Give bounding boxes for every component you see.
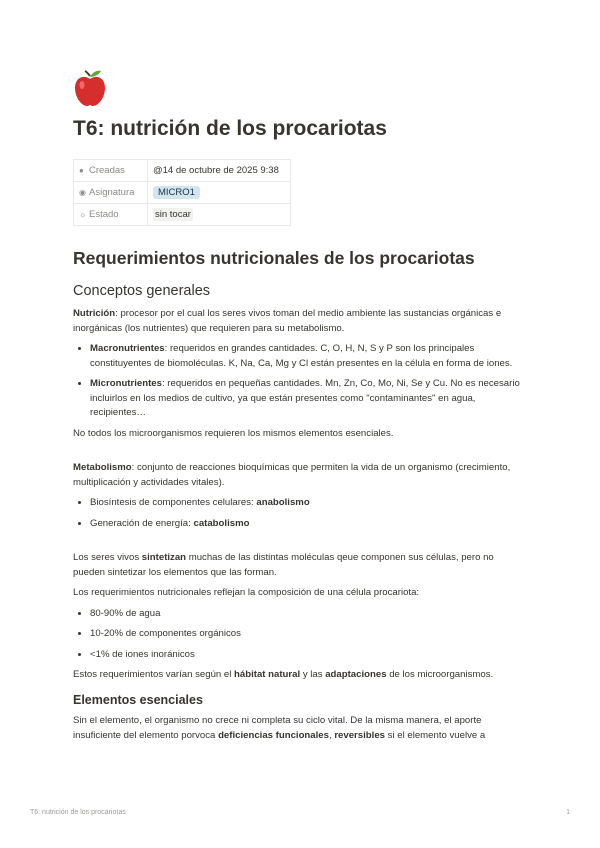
subject-tag[interactable]: MICRO1	[153, 186, 200, 199]
status-icon: ☼	[79, 210, 87, 220]
paragraph-metabolismo: Metabolismo: conjunto de reacciones bioquímicas que permiten la vida de un organismo (crecimiento, multiplicación y actividades vitales).	[73, 462, 511, 488]
page-title: T6: nutrición de los procariotas	[73, 117, 387, 140]
nutrient-list	[73, 342, 528, 421]
properties-table	[73, 159, 291, 226]
list-item: • Micronutrientes: requeridos en pequeñas cantidades. Mn, Zn, Co, Mo, Ni, Se y Cu. No es necesario incluirlos en los medios de cultivo, ya que están presentes como "contaminantes" en agua, recipientes…	[90, 377, 528, 421]
paragraph-no-todos: No todos los microorganismos requieren los mismos elementos esenciales.	[73, 427, 394, 439]
page-number: 1	[566, 809, 570, 816]
paragraph-reflejan: Los requerimientos nutricionales reflejan la composición de una célula procariota:	[73, 587, 420, 599]
property-row-status	[74, 204, 291, 226]
page-content	[73, 68, 528, 749]
property-label: Estado	[89, 209, 119, 221]
subsubsection-heading: Elementos esenciales	[73, 692, 203, 707]
composition-list	[73, 607, 528, 663]
list-item: • Biosíntesis de componentes celulares: anabolismo	[90, 496, 528, 511]
list-item: • 80-90% de agua	[90, 607, 528, 622]
section-heading: Requerimientos nutricionales de los procariotas	[73, 248, 475, 269]
status-badge[interactable]: sin tocar	[155, 209, 191, 221]
paragraph-nutricion: Nutrición: procesor por el cual los seres vivos toman del medio ambiente las sustancias orgánicas e inorgánicas (los nutrientes) que requieren para su metabolismo.	[73, 308, 502, 334]
list-item: • 10-20% de componentes orgánicos	[90, 627, 528, 642]
paragraph-varian: Estos requerimientos varían según el hábitat natural y las adaptaciones de los microorganismos.	[73, 669, 494, 681]
property-row-subject	[74, 182, 291, 204]
property-label: Asignatura	[89, 187, 135, 199]
apple-icon	[73, 68, 107, 108]
paragraph-sintetizan: Los seres vivos sintetizan muchas de las distintas moléculas qeue componen sus células, pero no pueden sintetizar los elementos que las forman.	[73, 552, 494, 578]
list-item: • <1% de iones inoránicos	[90, 648, 528, 663]
property-label: Creadas	[89, 165, 125, 177]
select-icon: ◉	[79, 188, 86, 198]
metabolism-list	[73, 496, 528, 531]
page-footer	[30, 809, 570, 816]
clock-icon: ●	[79, 166, 84, 176]
paragraph-sin-elemento: Sin el elemento, el organismo no crece ni completa su ciclo vital. De la misma manera, el aporte insuficiente del elemento porvoca deficiencias funcionales, reversibles si el elemento vuelve a	[73, 715, 486, 741]
property-value-created[interactable]: @14 de octubre de 2025 9:38	[148, 160, 291, 182]
list-item: • Generación de energía: catabolismo	[90, 517, 528, 532]
footer-title: T6: nutrición de los procariotas	[30, 809, 126, 816]
list-item: • Macronutrientes: requeridos en grandes cantidades. C, O, H, N, S y P son los principales constituyentes de biomoléculas. K, Na, Ca, Mg y Cl están presentes en la célula en forma de iones.	[90, 342, 528, 371]
property-row-created	[74, 160, 291, 182]
subsection-heading: Conceptos generales	[73, 283, 211, 300]
